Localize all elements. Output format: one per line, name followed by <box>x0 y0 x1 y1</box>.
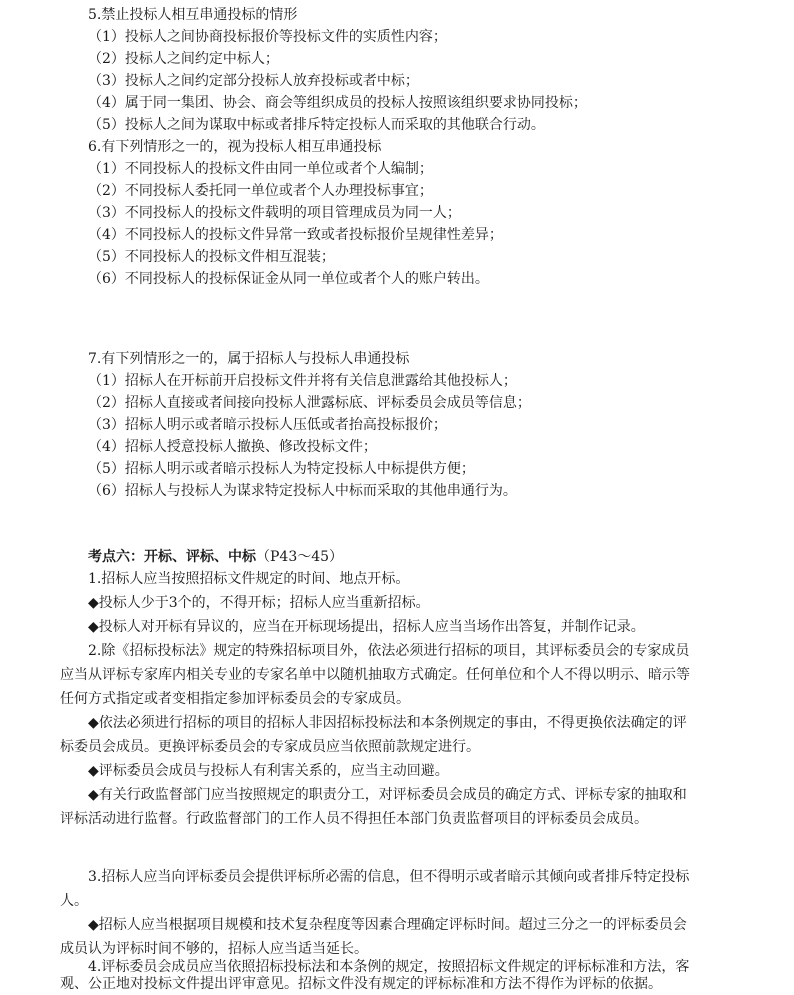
body-line: ◆有关行政监督部门应当按照规定的职责分工，对评标委员会成员的确定方式、评标专家的抽取和 <box>88 787 687 803</box>
section6-item: （6）不同投标人的投标保证金从同一单位或者个人的账户转出。 <box>88 271 489 287</box>
body-line: ◆投标人对开标有异议的，应当在开标现场提出，招标人应当当场作出答复，并制作记录。 <box>88 619 645 635</box>
body-line: ◆评标委员会成员与投标人有利害关系的，应当主动回避。 <box>88 763 449 779</box>
body-line: 人。 <box>60 893 88 909</box>
kaodian-heading <box>88 546 343 568</box>
body-line: ◆投标人少于3个的，不得开标；招标人应当重新招标。 <box>88 595 430 611</box>
section5-title: 5.禁止投标人相互串通投标的情形 <box>88 7 298 23</box>
body-line: 应当从评标专家库内相关专业的专家名单中以随机抽取方式确定。任何单位和个人不得以明示、暗示等 <box>60 667 690 683</box>
section7-title: 7.有下列情形之一的，属于招标人与投标人串通投标 <box>88 351 410 367</box>
section5-item: （3）投标人之间约定部分投标人放弃投标或者中标； <box>88 73 419 89</box>
section6-item: （3）不同投标人的投标文件载明的项目管理成员为同一人； <box>88 205 461 221</box>
body-line: 4.评标委员会成员应当依照招标投标法和本条例的规定，按照招标文件规定的评标标准和方法，客 <box>88 959 690 975</box>
kaodian-page-ref: （P43～45） <box>256 549 344 565</box>
section7-item: （3）招标人明示或者暗示投标人压低或者抬高投标报价； <box>88 417 447 433</box>
section5-item: （1）投标人之间协商投标报价等投标文件的实质性内容； <box>88 29 447 45</box>
body-line: 标委员会成员。更换评标委员会的专家成员应当依照前款规定进行。 <box>60 739 480 755</box>
section6-item: （1）不同投标人的投标文件由同一单位或者个人编制； <box>88 161 433 177</box>
body-line: 1.招标人应当按照招标文件规定的时间、地点开标。 <box>88 571 410 587</box>
body-line: ◆招标人应当根据项目规模和技术复杂程度等因素合理确定评标时间。超过三分之一的评标委员会 <box>88 917 687 933</box>
section5-item: （2）投标人之间约定中标人； <box>88 51 279 67</box>
body-line: 评标活动进行监督。行政监督部门的工作人员不得担任本部门负责监督项目的评标委员会成员。 <box>60 811 648 827</box>
kaodian-heading-text: 考点六：开标、评标、中标 <box>88 549 256 565</box>
section7-item: （5）招标人明示或者暗示投标人为特定投标人中标提供方便； <box>88 461 475 477</box>
section5-item: （5）投标人之间为谋取中标或者排斥特定投标人而采取的其他联合行动。 <box>88 117 545 133</box>
section7-item: （1）招标人在开标前开启投标文件并将有关信息泄露给其他投标人； <box>88 373 517 389</box>
section7-item: （6）招标人与投标人为谋求特定投标人中标而采取的其他串通行为。 <box>88 483 517 499</box>
body-line: 任何方式指定或者变相指定参加评标委员会的专家成员。 <box>60 691 410 707</box>
section7-item: （2）招标人直接或者间接向投标人泄露标底、评标委员会成员等信息； <box>88 395 531 411</box>
section6-title: 6.有下列情形之一的，视为投标人相互串通投标 <box>88 139 382 155</box>
section5-item: （4）属于同一集团、协会、商会等组织成员的投标人按照该组织要求协同投标； <box>88 95 587 111</box>
section6-item: （4）不同投标人的投标文件异常一致或者投标报价呈规律性差异； <box>88 227 503 243</box>
body-line: 2.除《招标投标法》规定的特殊招标项目外，依法必须进行招标的项目，其评标委员会的专家成员 <box>88 643 690 659</box>
section6-item: （5）不同投标人的投标文件相互混装； <box>88 249 335 265</box>
section6-item: （2）不同投标人委托同一单位或者个人办理投标事宜； <box>88 183 433 199</box>
body-line: 观、公正地对投标文件提出评审意见。招标文件没有规定的评标标准和方法不得作为评标的依据。 <box>60 976 662 992</box>
section7-item: （4）招标人授意投标人撤换、修改投标文件； <box>88 439 377 455</box>
body-line: 3.招标人应当向评标委员会提供评标所必需的信息，但不得明示或者暗示其倾向或者排斥特定投标 <box>88 869 690 885</box>
body-line: 成员认为评标时间不够的，招标人应当适当延长。 <box>60 941 368 957</box>
body-line: ◆依法必须进行招标的项目的招标人非因招标投标法和本条例规定的事由，不得更换依法确定的评 <box>88 715 687 731</box>
